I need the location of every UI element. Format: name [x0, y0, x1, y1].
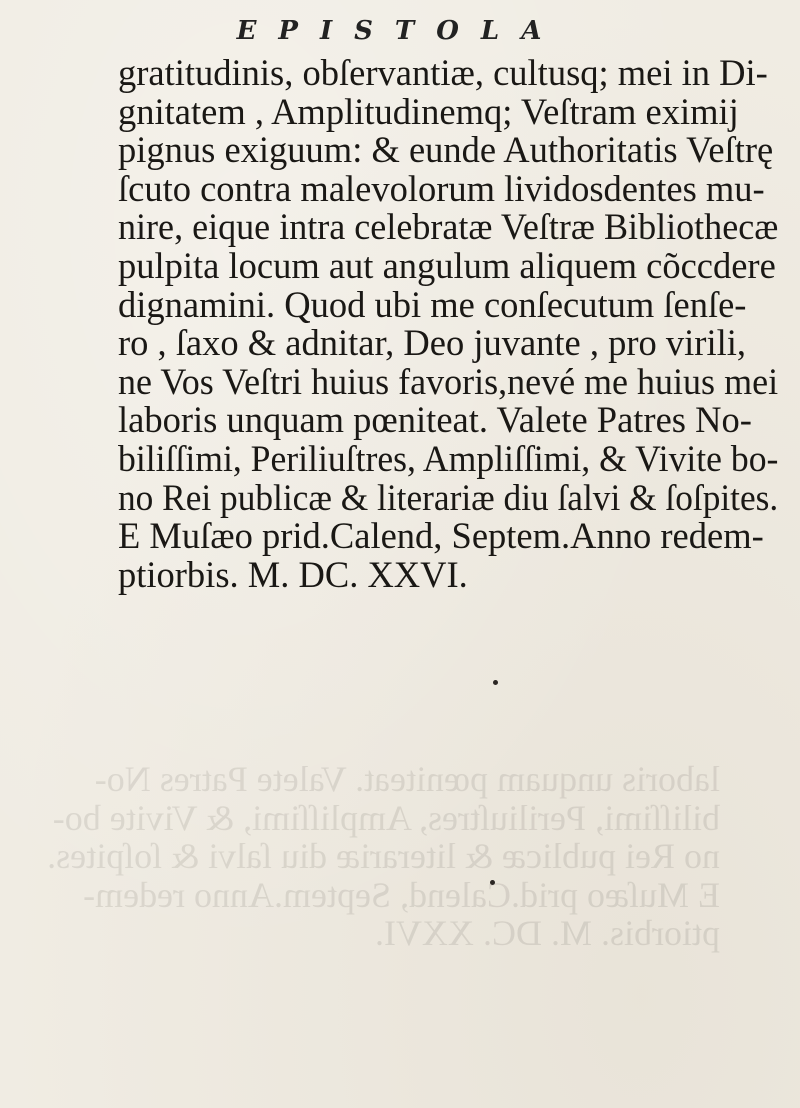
text-line: ne Vos Veſtri huius favoris,nevé me huius mei: [118, 360, 779, 402]
text-line: nire, eique intra celebratæ Veſtræ Bibliothecæ: [118, 206, 779, 248]
text-line: laboris unquam pœniteat. Valete Patres No-: [118, 399, 752, 441]
show-through-line: ptiorbis. M. DC. XXVI.: [374, 913, 720, 954]
text-line: ptiorbis. M. DC. XXVI.: [118, 553, 468, 595]
ink-speck: [493, 680, 498, 685]
text-line: gnitatem , Amplitudinemq; Veſtram eximij: [118, 90, 739, 132]
text-line: gratitudinis, obſervantiæ, cultusq; mei in Di-: [118, 52, 768, 93]
text-line: E Muſæo prid.Calend, Septem.Anno redem-: [118, 515, 764, 557]
letter-body: [118, 54, 778, 594]
show-through-line: biliſſimi, Periliuſtres, Ampliſſimi, & Vivite bo-: [52, 797, 720, 838]
text-line: pulpita locum aut angulum aliquem cõccdere: [118, 244, 776, 286]
text-line: biliſſimi, Periliuſtres, Ampliſſimi, & Vivite bo-: [118, 437, 779, 479]
show-through-texture: [47, 759, 720, 1080]
ink-speck: [490, 880, 495, 885]
text-line: no Rei publicæ & literariæ diu ſalvi & ſoſpites.: [118, 476, 779, 518]
text-line: dignamini. Quod ubi me conſecutum ſenſe-: [118, 283, 747, 325]
show-through-line: no Rei publicæ & literariæ diu ſalvi & ſoſpites.: [47, 836, 720, 877]
text-line: ro , ſaxo & adnitar, Deo juvante , pro virili,: [118, 322, 747, 364]
running-head: EPISTOLA: [236, 16, 564, 46]
text-line: pignus exiguum: & eunde Authoritatis Veſtrę: [118, 129, 774, 171]
show-through-line: laboris unquam pœniteat. Valete Patres No-: [94, 759, 720, 799]
text-line: ſcuto contra malevolorum lividosdentes mu-: [118, 167, 765, 209]
show-through-line: E Muſæo prid.Calend, Septem.Anno redem-: [83, 874, 720, 915]
